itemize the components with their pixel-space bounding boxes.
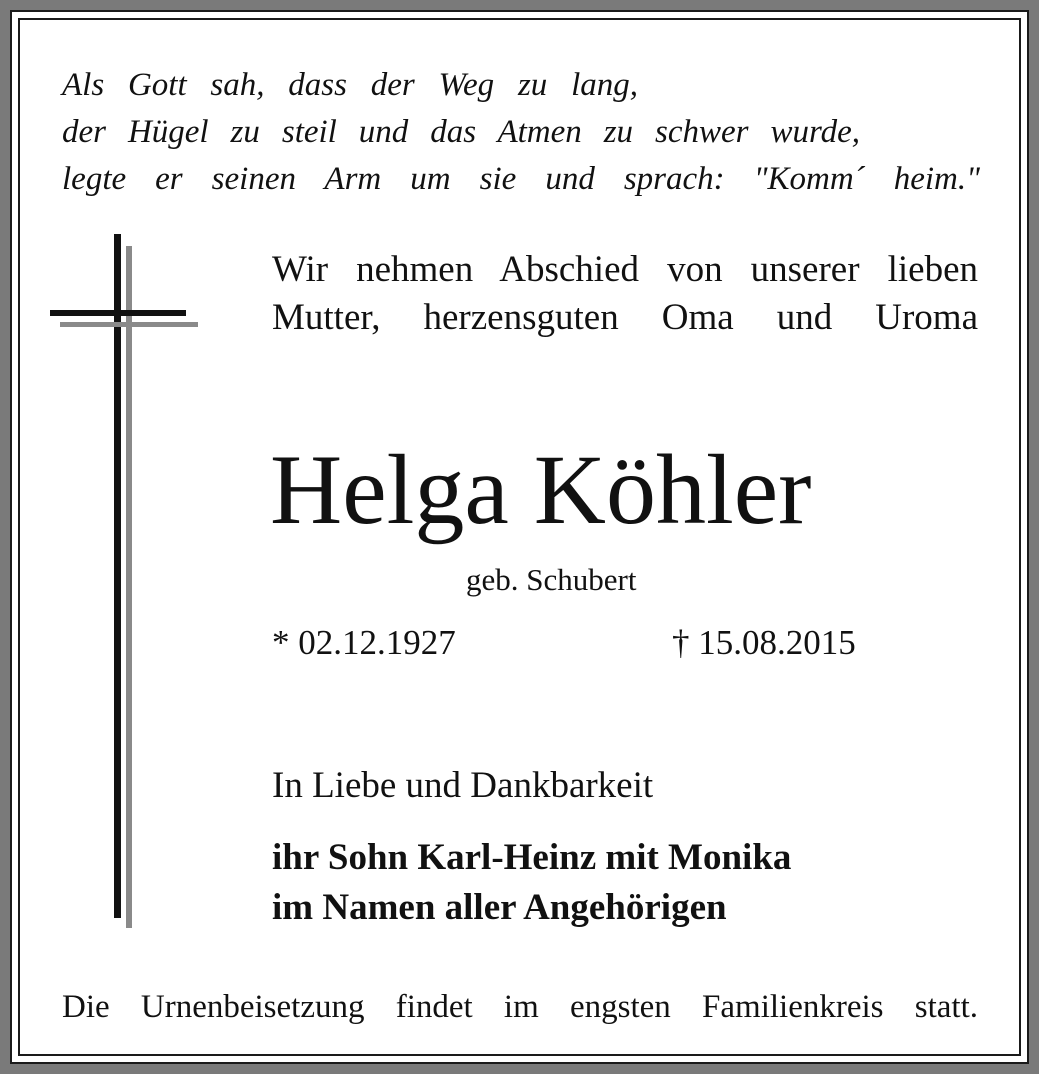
death-date: † 15.08.2015 — [672, 623, 856, 662]
poem-line-2: der Hügel zu steil und das Atmen zu schwer wurde, — [62, 114, 860, 150]
mourners-signature — [272, 833, 791, 933]
deceased-name: Helga Köhler — [270, 434, 812, 545]
cross-horizontal-beam-grey — [60, 322, 198, 327]
mourners-line-2: im Namen aller Angehörigen — [272, 887, 727, 928]
maiden-name: geb. Schubert — [466, 562, 637, 597]
intro-line-2: Mutter, herzensguten Oma und Uroma — [272, 297, 978, 338]
poem-verse — [62, 62, 980, 203]
burial-note: Die Urnenbeisetzung findet im engsten Familienkreis statt. — [62, 989, 978, 1025]
mourners-line-1: ihr Sohn Karl-Heinz mit Monika — [272, 837, 792, 878]
intro-line-1: Wir nehmen Abschied von unserer lieben — [272, 249, 978, 290]
cross-vertical-beam-grey — [126, 246, 132, 928]
double-line-cross-icon — [40, 226, 210, 932]
poem-line-1: Als Gott sah, dass der Weg zu lang, — [62, 67, 638, 103]
cross-horizontal-beam-dark — [50, 310, 186, 316]
poem-line-3: legte er seinen Arm um sie und sprach: "Komm´ heim." — [62, 161, 980, 197]
cross-vertical-beam-dark — [114, 234, 121, 918]
birth-date: * 02.12.1927 — [272, 623, 456, 662]
farewell-intro — [272, 246, 978, 342]
closing-sentiment: In Liebe und Dankbarkeit — [272, 765, 654, 806]
